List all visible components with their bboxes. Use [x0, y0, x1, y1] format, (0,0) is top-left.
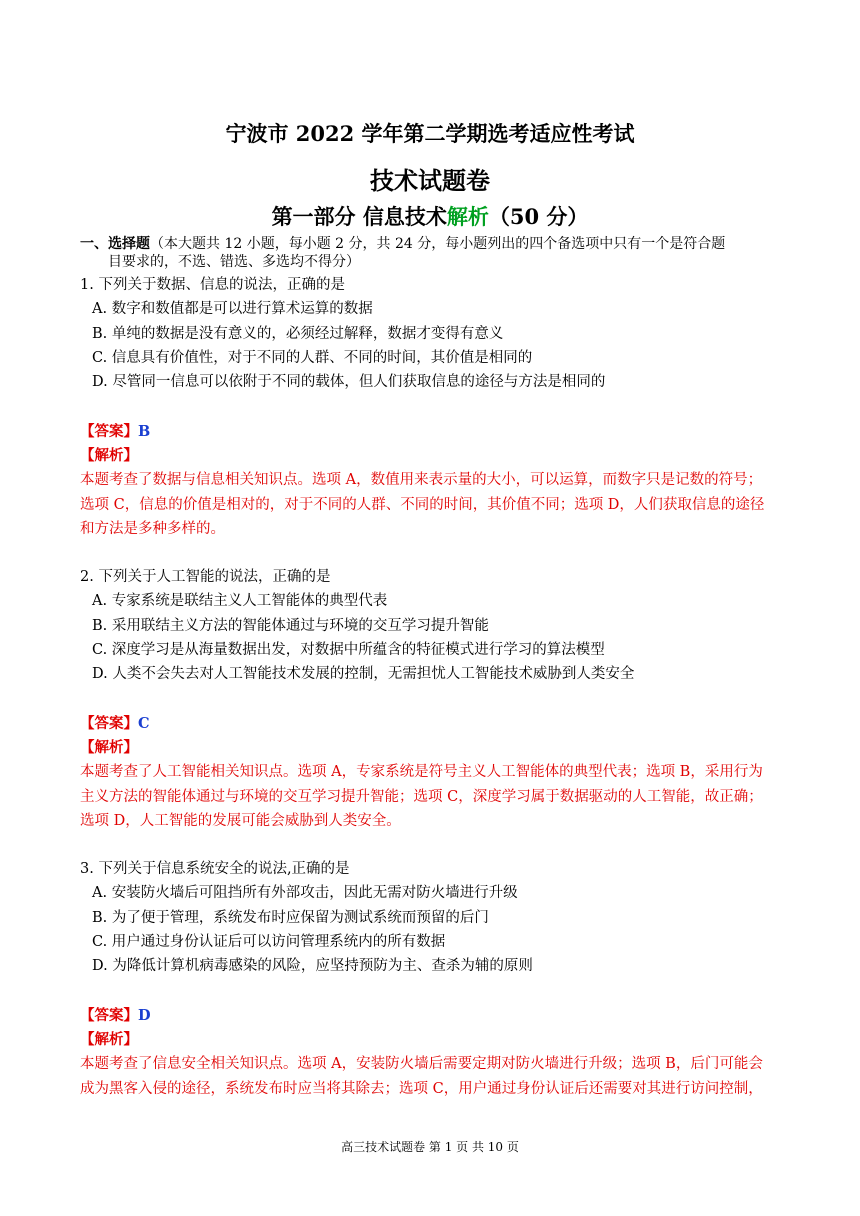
option-a: A. 安装防火墙后可阻挡所有外部攻击，因此无需对防火墙进行升级	[92, 885, 518, 901]
answer-line	[80, 420, 150, 441]
answer-label: 【答案】	[80, 1007, 138, 1024]
option-c: C. 用户通过身份认证后可以访问管理系统内的所有数据	[92, 934, 446, 950]
analysis-text: 选项 C，信息的价值是相对的，对于不同的人群、不同的时间，其价值不同；选项 D，人们获取信息的途径	[80, 497, 765, 513]
section-description: （本大题共 12 小题，每小题 2 分，共 24 分，每小题列出的四个备选项中只有一个是符合题	[150, 236, 726, 252]
option-b: B. 单纯的数据是没有意义的，必须经过解释，数据才变得有意义	[92, 326, 504, 342]
answer-line	[80, 712, 150, 733]
option-c: C. 深度学习是从海量数据出发，对数据中所蕴含的特征模式进行学习的算法模型	[92, 642, 605, 658]
analysis-text: 选项 D，人工智能的发展可能会威胁到人类安全。	[80, 813, 401, 829]
analysis-label: 【解析】	[80, 1031, 138, 1048]
option-a: A. 专家系统是联结主义人工智能体的典型代表	[92, 593, 388, 609]
analysis-label: 【解析】	[80, 447, 138, 464]
analysis-text: 主义方法的智能体通过与环境的交互学习提升智能；选项 C，深度学习属于数据驱动的人工智能，故正确；	[80, 789, 763, 805]
exam-subtitle: 技术试题卷	[370, 166, 490, 195]
question-stem: 2. 下列关于人工智能的说法，正确的是	[80, 569, 331, 585]
answer-label: 【答案】	[80, 423, 138, 440]
question-stem: 3. 下列关于信息系统安全的说法,正确的是	[80, 861, 350, 877]
part-heading-prefix: 第一部分 信息技术	[271, 204, 447, 229]
analysis-text: 和方法是多种多样的。	[80, 521, 225, 537]
analysis-text: 本题考查了信息安全相关知识点。选项 A，安装防火墙后需要定期对防火墙进行升级；选项 B，后门可能会	[80, 1056, 763, 1072]
option-b: B. 为了便于管理，系统发布时应保留为测试系统而预留的后门	[92, 910, 489, 926]
section-label: 一、选择题	[80, 236, 150, 252]
analysis-text: 成为黑客入侵的途径，系统发布时应当将其除去；选项 C，用户通过身份认证后还需要对其进行访问控制，	[80, 1081, 763, 1097]
option-d: D. 人类不会失去对人工智能技术发展的控制，无需担忧人工智能技术威胁到人类安全	[92, 666, 635, 682]
answer-value: C	[138, 715, 150, 732]
answer-label: 【答案】	[80, 715, 138, 732]
analysis-text: 本题考查了人工智能相关知识点。选项 A，专家系统是符号主义人工智能体的典型代表；选项 B，采用行为	[80, 764, 763, 780]
section-heading	[80, 235, 725, 253]
answer-line	[80, 1004, 151, 1025]
page-footer: 高三技术试题卷 第 1 页 共 10 页	[341, 1140, 519, 1154]
option-b: B. 采用联结主义方法的智能体通过与环境的交互学习提升智能	[92, 618, 489, 634]
part-heading-highlight: 解析	[446, 204, 489, 229]
option-d: D. 为降低计算机病毒感染的风险，应坚持预防为主、查杀为辅的原则	[92, 958, 533, 974]
answer-value: D	[138, 1007, 151, 1024]
section-description-cont: 目要求的，不选、错选、多选均不得分）	[108, 254, 360, 270]
analysis-label: 【解析】	[80, 739, 138, 756]
part-heading-suffix: （50 分）	[488, 204, 589, 229]
option-d: D. 尽管同一信息可以依附于不同的载体，但人们获取信息的途径与方法是相同的	[92, 374, 606, 390]
question-stem: 1. 下列关于数据、信息的说法，正确的是	[80, 277, 345, 293]
option-a: A. 数字和数值都是可以进行算术运算的数据	[92, 301, 373, 317]
part-heading	[0, 201, 860, 231]
analysis-text: 本题考查了数据与信息相关知识点。选项 A，数值用来表示量的大小，可以运算，而数字只是记数的符号；	[80, 472, 763, 488]
option-c: C. 信息具有价值性，对于不同的人群、不同的时间，其价值是相同的	[92, 350, 533, 366]
answer-value: B	[138, 423, 151, 440]
exam-title: 宁波市 2022 学年第二学期选考适应性考试	[225, 121, 635, 146]
